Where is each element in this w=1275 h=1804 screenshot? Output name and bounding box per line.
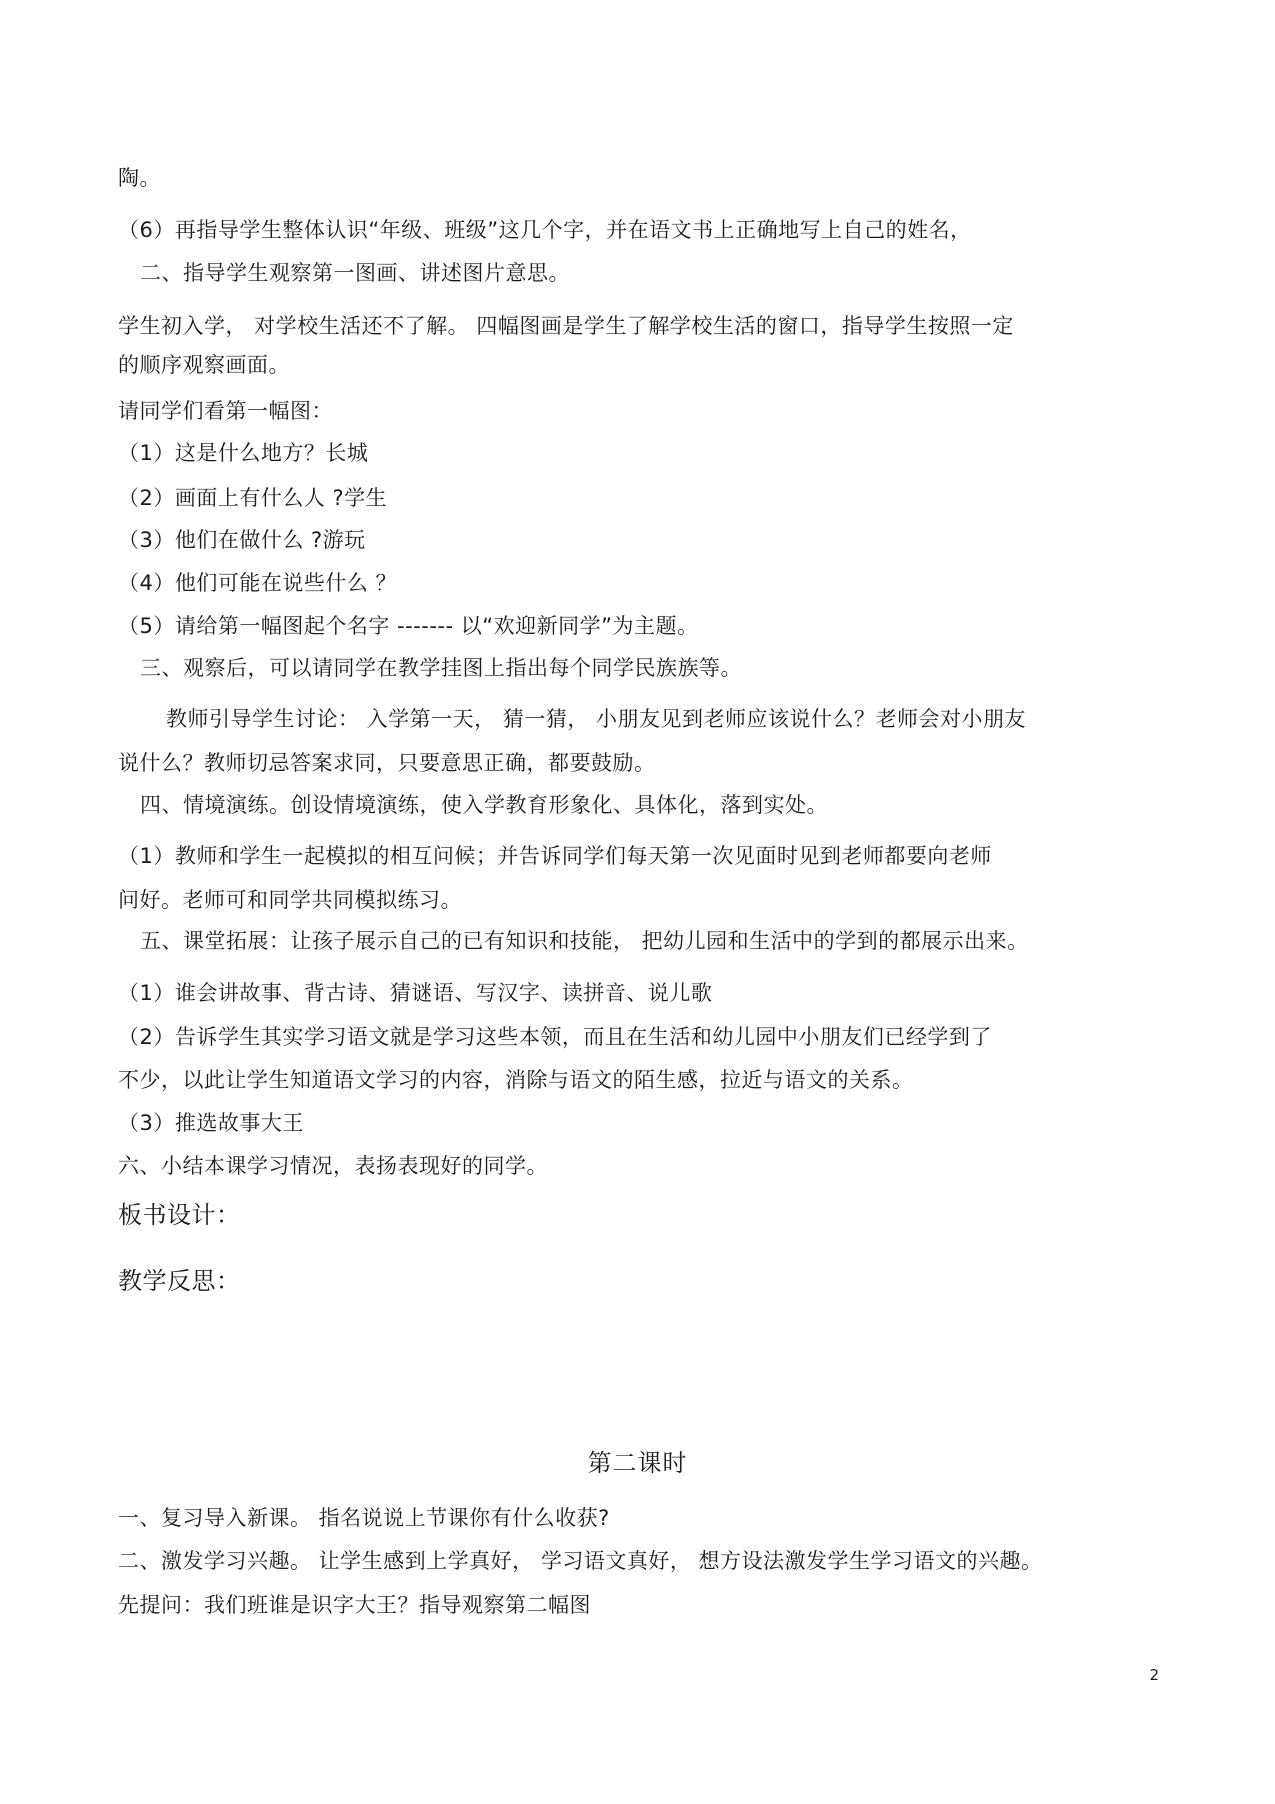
list-item: （3）他们在做什么 ?游玩 xyxy=(118,528,366,552)
section-heading: 五、课堂拓展：让孩子展示自己的已有知识和技能， 把幼儿园和生活中的学到的都展示出来。 xyxy=(140,929,1029,953)
text-line: 学生初入学， 对学校生活还不了解。 四幅图画是学生了解学校生活的窗口，指导学生按照一定 xyxy=(118,314,1014,338)
text-line: 说什么？教师切忌答案求同，只要意思正确，都要鼓励。 xyxy=(118,751,656,775)
text-line: （6）再指导学生整体认识“年级、班级”这几个字，并在语文书上正确地写上自己的姓名， xyxy=(118,218,972,242)
section-heading: 一、复习导入新课。 指名说说上节课你有什么收获? xyxy=(118,1506,610,1530)
text-line: 的顺序观察画面。 xyxy=(118,353,290,377)
text-line: 先提问：我们班谁是识字大王？指导观察第二幅图 xyxy=(118,1593,591,1617)
section-heading: 二、激发学习兴趣。 让学生感到上学真好， 学习语文真好， 想方设法激发学生学习语文的兴趣。 xyxy=(118,1549,1043,1573)
list-item: （4）他们可能在说些什么 ？ xyxy=(118,571,398,595)
list-item: （3）推选故事大王 xyxy=(118,1111,304,1135)
section-title: 第二课时 xyxy=(587,1449,688,1477)
text-line: 陶。 xyxy=(118,166,161,190)
section-heading: 三、观察后，可以请同学在教学挂图上指出每个同学民族族等。 xyxy=(140,656,742,680)
teaching-reflection-label: 教学反思： xyxy=(118,1267,241,1295)
list-item: （1）这是什么地方？长城 xyxy=(118,441,369,465)
list-item: （2）告诉学生其实学习语文就是学习这些本领，而且在生活和幼儿园中小朋友们已经学到了 xyxy=(118,1025,992,1049)
page-number: 2 xyxy=(1149,1666,1159,1684)
section-heading: 六、小结本课学习情况，表扬表现好的同学。 xyxy=(118,1154,548,1178)
text-line: 不少，以此让学生知道语文学习的内容，消除与语文的陌生感，拉近与语文的关系。 xyxy=(118,1068,914,1092)
text-line: 教师引导学生讨论： 入学第一天， 猜一猜， 小朋友见到老师应该说什么？老师会对小朋友 xyxy=(166,707,1027,731)
list-item: （1）教师和学生一起模拟的相互问候；并告诉同学们每天第一次见面时见到老师都要向老师 xyxy=(118,844,992,868)
section-heading: 二、指导学生观察第一图画、讲述图片意思。 xyxy=(140,261,570,285)
board-design-label: 板书设计： xyxy=(118,1201,241,1229)
section-heading: 四、情境演练。创设情境演练，使入学教育形象化、具体化，落到实处。 xyxy=(140,793,828,817)
list-item: （5）请给第一幅图起个名字 ------- 以“欢迎新同学”为主题。 xyxy=(118,614,699,638)
text-line: 问好。老师可和同学共同模拟练习。 xyxy=(118,888,462,912)
list-item: （1）谁会讲故事、背古诗、猜谜语、写汉字、读拼音、说儿歌 xyxy=(118,981,713,1005)
text-line: 请同学们看第一幅图： xyxy=(118,399,333,423)
list-item: （2）画面上有什么人 ?学生 xyxy=(118,486,388,510)
